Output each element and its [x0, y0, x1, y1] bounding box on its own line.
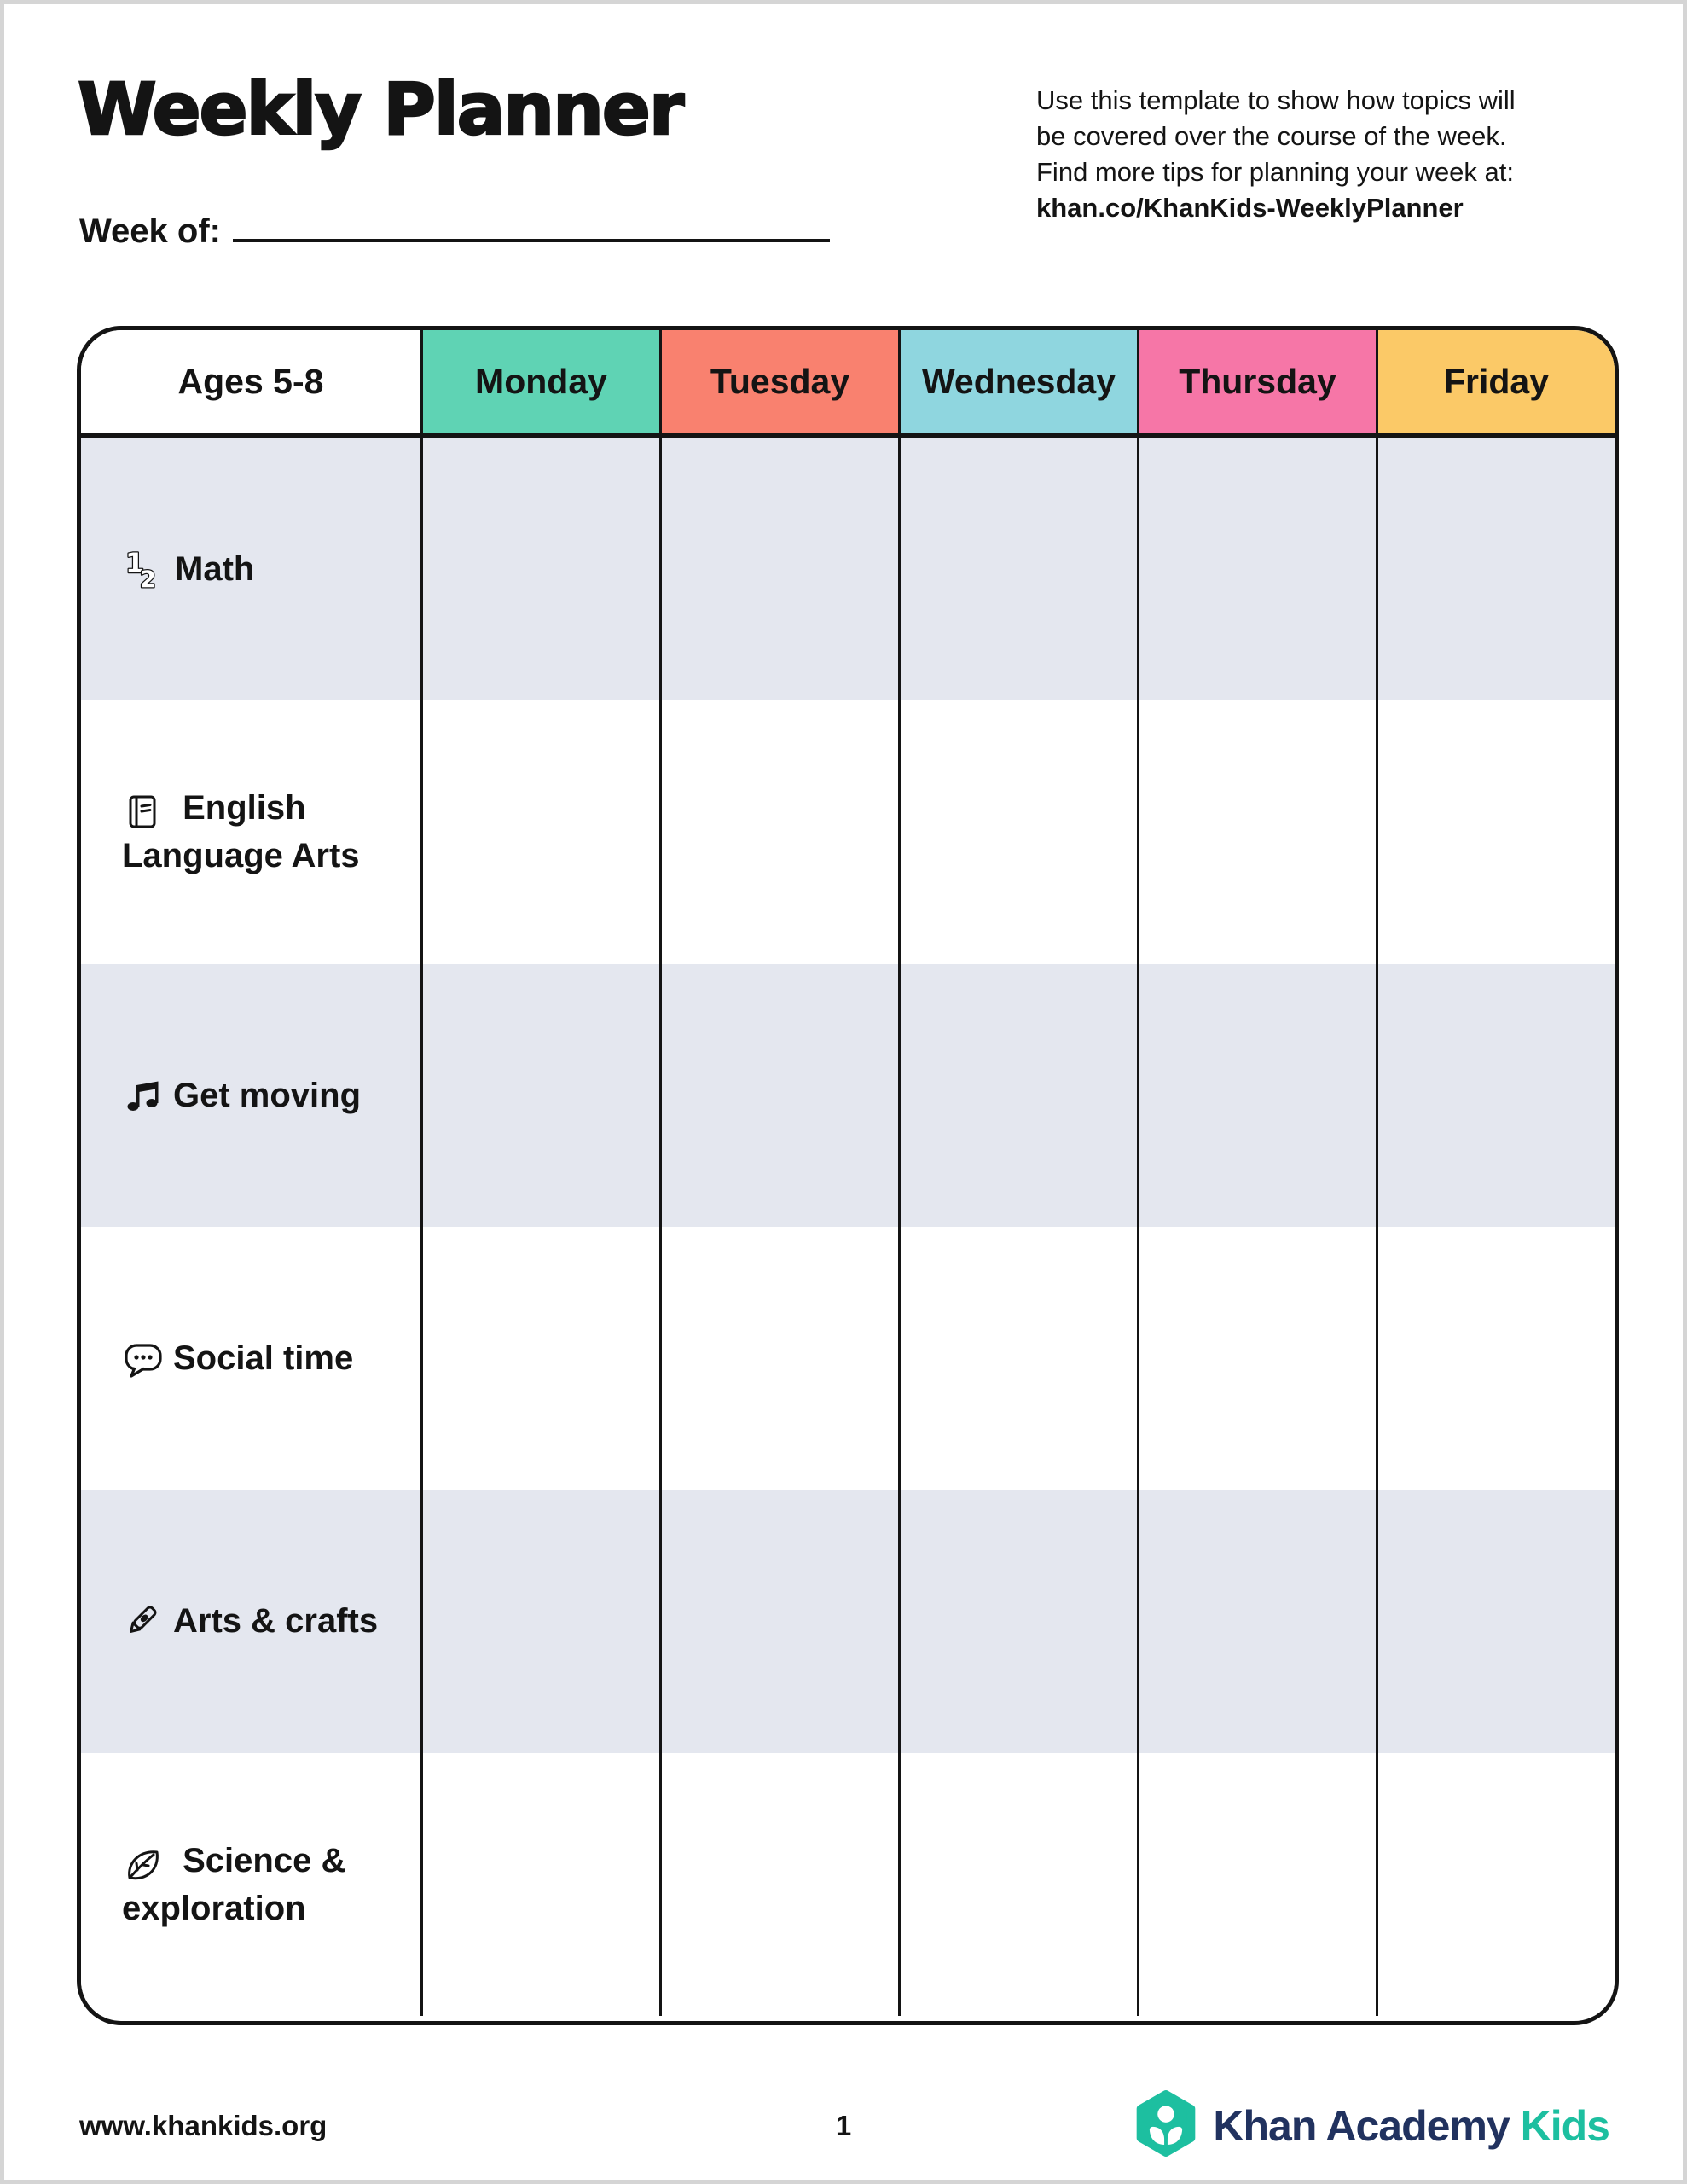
logo-text-primary: Khan Academy — [1213, 2101, 1510, 2150]
page-title: Weekly Planner — [78, 67, 683, 151]
row-label: Arts & crafts — [173, 1602, 379, 1641]
planner-cell-thursday — [1137, 700, 1376, 963]
row-head-english-language-arts — [81, 700, 420, 963]
planner-cell-wednesday — [898, 1227, 1137, 1490]
planner-cell-friday — [1376, 1227, 1615, 1490]
week-of-label: Week of: — [79, 212, 221, 250]
row-head-social-time — [81, 1227, 420, 1490]
row-label: Social time — [173, 1339, 354, 1378]
row-head-get-moving — [81, 964, 420, 1227]
planner-cell-monday — [420, 964, 659, 1227]
leaf-icon — [122, 1849, 172, 1886]
page-number: 1 — [835, 2110, 852, 2141]
row-label: Math — [175, 550, 255, 589]
svg-text:1: 1 — [125, 546, 145, 579]
planner-cell-friday — [1376, 438, 1615, 700]
planner-cell-friday — [1376, 1490, 1615, 1752]
planner-cell-tuesday — [659, 1490, 898, 1752]
planner-cell-thursday — [1137, 1490, 1376, 1752]
planner-cell-monday — [420, 438, 659, 700]
intro-line: Find more tips for planning your week at: — [1036, 157, 1514, 187]
row-label: Science & exploration — [122, 1841, 346, 1927]
row-head-math — [81, 438, 420, 700]
planner-cell-monday — [420, 700, 659, 963]
intro-line: Use this template to show how topics will — [1036, 85, 1516, 115]
row-label: English Language Arts — [122, 789, 360, 875]
planner-cell-thursday — [1137, 1753, 1376, 2016]
day-header-wednesday: Wednesday — [898, 330, 1137, 433]
svg-text:2: 2 — [140, 566, 156, 590]
planner-cell-tuesday — [659, 700, 898, 963]
intro-text — [1036, 83, 1638, 226]
row-head-science-exploration — [81, 1753, 420, 2016]
planner-cell-wednesday — [898, 1753, 1137, 2016]
planner-cell-tuesday — [659, 438, 898, 700]
intro-line: be covered over the course of the week. — [1036, 121, 1507, 151]
planner-cell-tuesday — [659, 1753, 898, 2016]
row-label-wrap — [122, 1840, 400, 1929]
week-of-field — [79, 212, 830, 251]
day-header-thursday: Thursday — [1137, 330, 1376, 433]
day-header-tuesday: Tuesday — [659, 330, 898, 433]
row-science-exploration — [81, 1753, 1615, 2016]
planner-cell-monday — [420, 1490, 659, 1752]
row-head-arts-crafts — [81, 1490, 420, 1752]
planner-body — [81, 438, 1615, 2016]
planner-cell-friday — [1376, 700, 1615, 963]
book-icon — [122, 796, 172, 834]
footer-website-link[interactable]: www.khankids.org — [79, 2110, 328, 2141]
planner-cell-thursday — [1137, 438, 1376, 700]
planner-cell-wednesday — [898, 700, 1137, 963]
row-label: Get moving — [173, 1076, 362, 1114]
crayon-icon — [122, 1600, 163, 1643]
planner-cell-thursday — [1137, 964, 1376, 1227]
week-of-blank-line — [233, 239, 830, 242]
planner-cell-tuesday — [659, 964, 898, 1227]
row-math — [81, 438, 1615, 700]
logo-wordmark — [1213, 2101, 1609, 2151]
planner-cell-monday — [420, 1753, 659, 2016]
logo-text-accent: Kids — [1520, 2101, 1609, 2150]
planner-cell-friday — [1376, 1753, 1615, 2016]
planner-cell-thursday — [1137, 1227, 1376, 1490]
row-arts-crafts — [81, 1490, 1615, 1752]
planner-cell-wednesday — [898, 438, 1137, 700]
planner-cell-monday — [420, 1227, 659, 1490]
music-note-icon — [122, 1073, 163, 1117]
row-get-moving — [81, 964, 1615, 1227]
row-english-language-arts — [81, 700, 1615, 963]
numbers-12-icon — [122, 547, 165, 592]
planner-cell-friday — [1376, 964, 1615, 1227]
planner-cell-wednesday — [898, 1490, 1137, 1752]
row-social-time — [81, 1227, 1615, 1490]
ages-header-cell: Ages 5-8 — [81, 330, 420, 433]
planner-cell-tuesday — [659, 1227, 898, 1490]
intro-link[interactable]: khan.co/KhanKids-WeeklyPlanner — [1036, 193, 1464, 223]
day-header-friday: Friday — [1376, 330, 1615, 433]
day-header-monday: Monday — [420, 330, 659, 433]
speech-bubble-icon — [122, 1337, 163, 1380]
planner-cell-wednesday — [898, 964, 1137, 1227]
row-label-wrap — [122, 787, 400, 876]
khan-academy-kids-logo — [1133, 2089, 1609, 2162]
planner-table — [77, 326, 1619, 2025]
khan-academy-kids-hexagon-icon — [1133, 2089, 1199, 2162]
planner-header-row — [81, 330, 1615, 438]
